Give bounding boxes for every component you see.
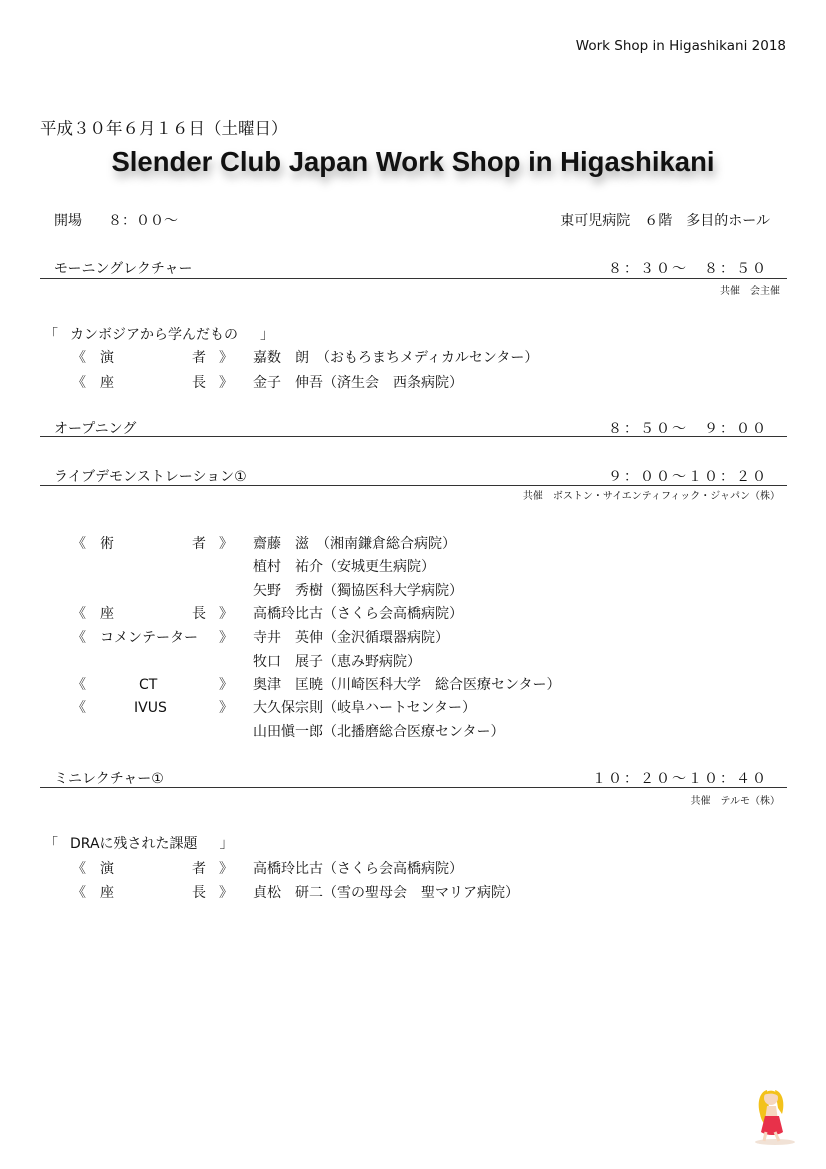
speaker-name: 嘉数 朗 （おもろまちメディカルセンター） [253, 350, 539, 366]
quote-open: 「 [44, 327, 58, 343]
role-label-operator: 者 [192, 536, 206, 552]
section-time-live: ９：００～１０：２０ [608, 469, 768, 485]
role-label-chair: 長 [192, 885, 206, 901]
role-label-ct: CT [139, 677, 158, 693]
operator-name: 矢野 秀樹（獨協医科大学病院） [253, 583, 463, 599]
lecture-title: DRAに残された課題 [70, 836, 198, 852]
section-label-morning: モーニングレクチャー [54, 261, 193, 277]
lecture-title-row [44, 328, 274, 342]
role-label-chair: 座 [100, 885, 114, 901]
operator-name: 齋藤 滋 （湘南鎌倉総合病院） [253, 536, 456, 552]
lecture-title-row [44, 837, 234, 851]
section-label-opening: オープニング [54, 421, 137, 437]
role-bracket-open: 《 [72, 861, 86, 877]
opening-row [54, 214, 178, 228]
sponsor-morning: 共催 会主催 [720, 286, 780, 297]
role-bracket-open: 《 [72, 630, 86, 646]
role-bracket-open: 《 [72, 350, 86, 366]
role-label-speaker: 演 [100, 861, 114, 877]
role-label-chair: 長 [192, 606, 206, 622]
role-bracket-close: 》 [219, 861, 233, 877]
role-label-speaker: 者 [192, 350, 206, 366]
role-bracket-open: 《 [72, 677, 86, 693]
role-label-commentator: コメンテーター [100, 630, 198, 646]
role-label-speaker: 演 [100, 350, 114, 366]
role-bracket-open: 《 [72, 700, 86, 716]
mascot-dress [761, 1116, 783, 1135]
lecture-title: カンボジアから学んだもの [70, 327, 238, 343]
role-bracket-open: 《 [72, 885, 86, 901]
section-rule [40, 278, 787, 279]
sponsor-live: 共催 ボストン・サイエンティフィック・ジャパン（株） [522, 491, 780, 502]
role-bracket-open: 《 [72, 375, 86, 391]
event-date: 平成３０年６月１６日（土曜日） [40, 119, 288, 138]
role-label-ivus: IVUS [134, 700, 167, 716]
chair-name: 高橋玲比古（さくら会高橋病院） [253, 606, 463, 622]
role-bracket-close: 》 [219, 677, 233, 693]
section-label-live: ライブデモンストレーション① [54, 469, 247, 485]
section-time-morning: ８：３０～ ８：５０ [608, 261, 768, 277]
section-rule [40, 436, 787, 437]
opening-time: ８：００～ [108, 213, 178, 229]
quote-close: 」 [219, 836, 234, 852]
venue: 東可児病院 ６階 多目的ホール [560, 213, 770, 229]
mascot-shadow [755, 1139, 795, 1145]
role-bracket-close: 》 [219, 885, 233, 901]
chair-name: 貞松 研二（雪の聖母会 聖マリア病院） [253, 885, 519, 901]
mascot-icon [749, 1086, 797, 1146]
chair-name: 金子 伸吾（済生会 西条病院） [253, 375, 463, 391]
role-label-speaker: 者 [192, 861, 206, 877]
role-bracket-open: 《 [72, 536, 86, 552]
speaker-name: 高橋玲比古（さくら会高橋病院） [253, 861, 463, 877]
sponsor-mini: 共催 テルモ（株） [690, 796, 780, 807]
ivus-name: 大久保宗則（岐阜ハートセンター） [253, 700, 477, 716]
role-label-operator: 術 [100, 536, 114, 552]
section-time-mini: １０：２０～１０：４０ [592, 771, 768, 787]
role-bracket-close: 》 [219, 630, 233, 646]
commentator-name: 寺井 英伸（金沢循環器病院） [253, 630, 449, 646]
role-label-chair: 長 [192, 375, 206, 391]
ivus-name: 山田愼一郎（北播磨総合医療センター） [253, 724, 505, 740]
quote-open: 「 [44, 836, 58, 852]
header-right-text: Work Shop in Higashikani 2018 [575, 38, 786, 54]
section-label-mini: ミニレクチャー① [54, 771, 164, 787]
section-time-opening: ８：５０～ ９：００ [608, 421, 768, 437]
operator-name: 植村 祐介（安城更生病院） [253, 559, 435, 575]
page-title: Slender Club Japan Work Shop in Higashikani [111, 146, 715, 177]
role-bracket-close: 》 [219, 350, 233, 366]
role-label-chair: 座 [100, 375, 114, 391]
quote-close: 」 [260, 327, 274, 343]
opening-label: 開場 [54, 213, 82, 229]
role-label-chair: 座 [100, 606, 114, 622]
role-bracket-close: 》 [219, 606, 233, 622]
role-bracket-close: 》 [219, 536, 233, 552]
commentator-name: 牧口 展子（恵み野病院） [253, 654, 421, 670]
role-bracket-open: 《 [72, 606, 86, 622]
section-rule [40, 787, 787, 788]
role-bracket-close: 》 [219, 375, 233, 391]
ct-name: 奥津 匡暁（川崎医科大学 総合医療センター） [253, 677, 561, 693]
role-bracket-close: 》 [219, 700, 233, 716]
section-rule [40, 485, 787, 486]
